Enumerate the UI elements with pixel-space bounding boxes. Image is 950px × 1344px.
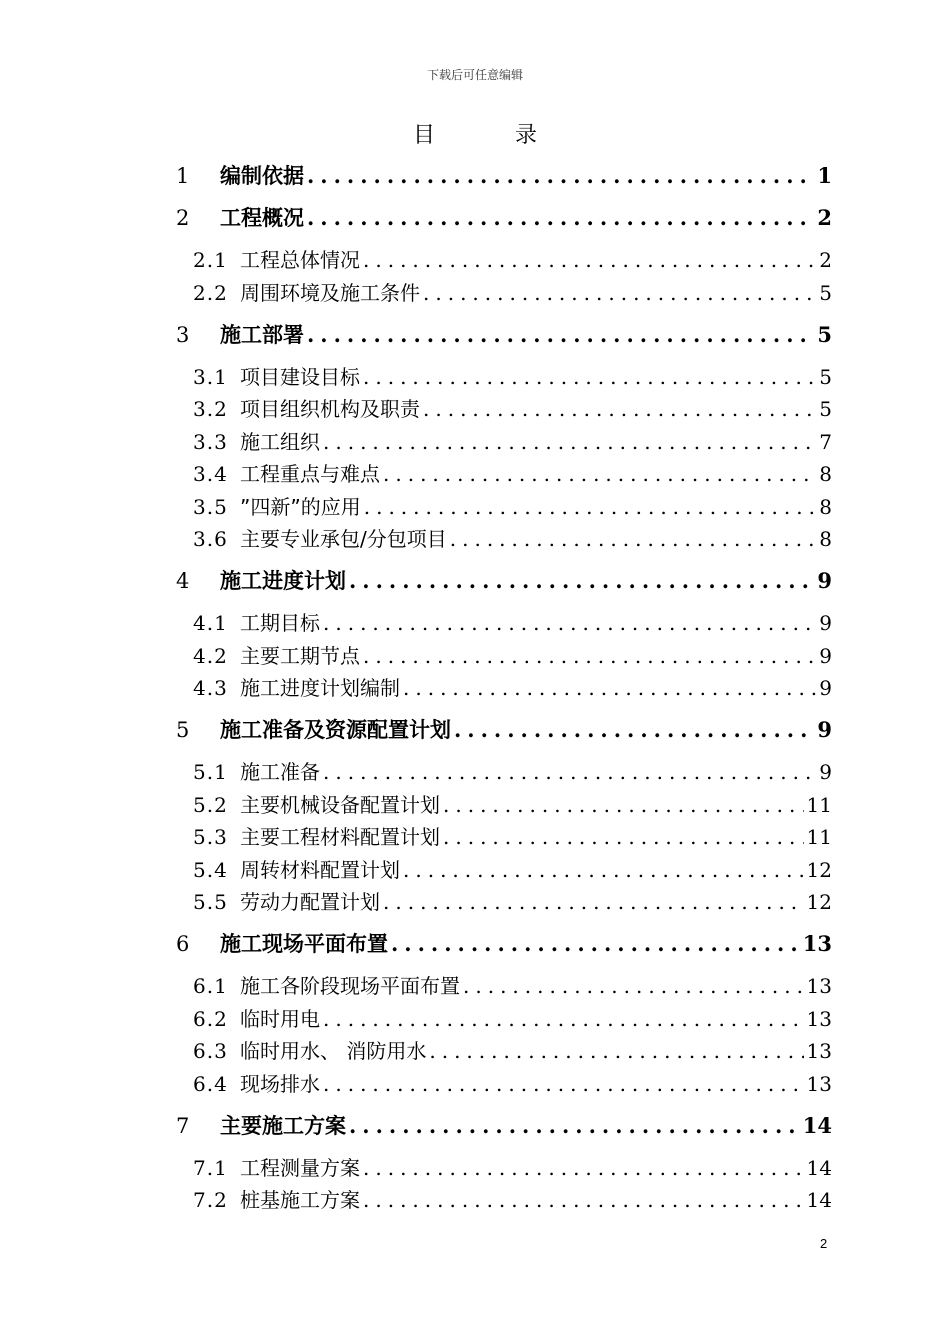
toc-dot-leader [391,931,800,956]
toc-entry-page: 14 [802,1113,832,1138]
toc-entry-number: 3.5 [193,495,228,519]
toc-entry-title: 施工准备 [240,760,320,784]
toc-dot-leader [323,430,816,454]
toc-dot-leader [403,858,804,882]
toc-entry-title: 主要专业承包/分包项目 [240,527,447,551]
toc-dot-leader [323,1072,804,1096]
toc-entry-number: 6.3 [193,1039,228,1063]
toc-entry[interactable] [193,640,832,669]
toc-entry-page: 9 [819,644,832,668]
toc-entry-page: 9 [817,717,832,742]
toc-entry-page: 5 [817,322,832,347]
toc-entry-title: ”四新”的应用 [240,495,361,519]
toc-entry-title: 主要工期节点 [240,644,360,668]
toc-entry-title: 工程重点与难点 [240,462,380,486]
toc-entry-number: 5.4 [193,858,228,882]
toc-entry[interactable] [193,1184,832,1213]
toc-entry-page: 9 [819,611,832,635]
toc-dot-leader [463,974,804,998]
toc-dot-leader [423,397,816,421]
toc-entry[interactable] [193,491,832,520]
toc-entry-title: 施工现场平面布置 [220,932,388,956]
toc-entry-title: 主要机械设备配置计划 [240,793,440,817]
toc-entry-number: 3.6 [193,527,228,551]
toc-dot-leader [403,676,816,700]
toc-entry-page: 13 [806,974,832,998]
toc-entry-page: 5 [819,281,832,305]
toc-entry-title: 施工组织 [240,430,320,454]
toc-entry[interactable] [193,1068,832,1097]
toc-entry-number: 5 [176,718,190,742]
toc-entry[interactable] [193,672,832,701]
toc-entry[interactable] [193,1035,832,1064]
toc-entry-title: 临时用水、 消防用水 [240,1039,427,1063]
toc-entry-number: 4.1 [193,611,228,635]
toc-title-right: 录 [515,123,538,148]
toc-entry-number: 3.4 [193,462,228,486]
toc-entry-page: 13 [806,1039,832,1063]
toc-entry-number: 3 [176,323,190,347]
toc-dot-leader [307,322,814,347]
toc-entry-title: 工程概况 [220,206,304,230]
toc-entry-page: 13 [802,931,832,956]
toc-entry-page: 5 [819,397,832,421]
toc-entry-number: 1 [176,164,190,188]
toc-entry[interactable] [176,1110,832,1140]
toc-entry[interactable] [193,821,832,850]
toc-entry-title: 桩基施工方案 [240,1188,360,1212]
toc-dot-leader [349,568,814,593]
toc-dot-leader [450,527,817,551]
toc-entry-number: 6.2 [193,1007,228,1031]
toc-title [0,118,950,149]
toc-entry[interactable] [193,886,832,915]
toc-dot-leader [429,1039,803,1063]
toc-dot-leader [383,890,804,914]
toc-entry-page: 13 [806,1072,832,1096]
toc-entry-title: 项目组织机构及职责 [240,397,420,421]
toc-entry-number: 5.3 [193,825,228,849]
toc-entry[interactable] [193,970,832,999]
toc-entry-title: 主要施工方案 [220,1114,346,1138]
toc-dot-leader [443,793,804,817]
toc-entry-number: 2 [176,206,190,230]
toc-dot-leader [323,1007,804,1031]
toc-entry-title: 工程测量方案 [240,1156,360,1180]
toc-dot-leader [423,281,816,305]
toc-dot-leader [307,205,814,230]
toc-dot-leader [307,163,814,188]
toc-entry-title: 施工进度计划 [220,569,346,593]
toc-entry-page: 2 [817,205,832,230]
toc-entry-page: 12 [806,858,832,882]
toc-entry-number: 6.4 [193,1072,228,1096]
toc-entry-page: 13 [806,1007,832,1031]
toc-dot-leader [363,1156,804,1180]
toc-dot-leader [363,1188,804,1212]
toc-entry[interactable] [193,1152,832,1181]
toc-entry-page: 8 [819,527,832,551]
toc-entry-page: 14 [806,1188,832,1212]
toc-entry-number: 3.1 [193,365,228,389]
toc-title-left: 目 [412,123,435,148]
toc-entry[interactable] [193,607,832,636]
toc-entry-number: 2.2 [193,281,228,305]
toc-entry-number: 7.2 [193,1188,228,1212]
toc-entry[interactable] [193,458,832,487]
toc-entry-number: 6 [176,932,190,956]
toc-entry-number: 5.1 [193,760,228,784]
toc-entry-page: 11 [806,793,832,817]
toc-dot-leader [454,717,814,742]
toc-entry-title: 周转材料配置计划 [240,858,400,882]
toc-entry-page: 5 [819,365,832,389]
toc-entry-title: 编制依据 [220,164,304,188]
toc-entry-page: 8 [819,462,832,486]
toc-entry[interactable] [176,928,832,958]
toc-entry-title: 现场排水 [240,1072,320,1096]
toc-entry-number: 3.2 [193,397,228,421]
toc-entry-page: 11 [806,825,832,849]
toc-dot-leader [363,248,816,272]
page-number: 2 [820,1236,828,1251]
toc-entry-page: 9 [819,676,832,700]
toc-entry[interactable] [193,361,832,390]
toc-dot-leader [363,365,816,389]
toc-dot-leader [323,611,816,635]
toc-entry-number: 3.3 [193,430,228,454]
toc-dot-leader [364,495,817,519]
toc-entry-title: 工期目标 [240,611,320,635]
toc-entry-page: 7 [819,430,832,454]
toc-entry-title: 施工进度计划编制 [240,676,400,700]
toc-entry[interactable] [176,714,832,744]
toc-dot-leader [383,462,816,486]
toc-entry[interactable] [176,565,832,595]
toc-entry[interactable] [176,319,832,349]
toc-entry-page: 2 [819,248,832,272]
toc-entry-title: 施工各阶段现场平面布置 [240,974,460,998]
toc-entry[interactable] [193,244,832,273]
toc-entry-title: 施工部署 [220,323,304,347]
toc-entry-title: 项目建设目标 [240,365,360,389]
toc-entry[interactable] [193,426,832,455]
toc-entry[interactable] [176,202,832,232]
toc-entry-page: 9 [819,760,832,784]
toc-entry-title: 临时用电 [240,1007,320,1031]
toc-entry-title: 劳动力配置计划 [240,890,380,914]
toc-dot-leader [363,644,816,668]
toc-dot-leader [443,825,804,849]
toc-entry[interactable] [193,789,832,818]
toc-entry[interactable] [193,523,832,552]
toc-entry-page: 12 [806,890,832,914]
toc-entry[interactable] [193,756,832,785]
toc-entry-number: 2.1 [193,248,228,272]
toc-entry[interactable] [193,854,832,883]
toc-entry-number: 4 [176,569,190,593]
page-header-note: 下载后可任意编辑 [426,68,523,82]
toc-dot-leader [323,760,816,784]
toc-dot-leader [349,1113,800,1138]
toc-entry[interactable] [176,160,832,190]
toc-entry[interactable] [193,277,832,306]
toc-entry-number: 5.5 [193,890,228,914]
toc-entry-number: 4.2 [193,644,228,668]
toc-entry[interactable] [193,1003,832,1032]
toc-entry-number: 6.1 [193,974,228,998]
toc-entry-title: 工程总体情况 [240,248,360,272]
toc-entry-page: 14 [806,1156,832,1180]
toc-entry-number: 5.2 [193,793,228,817]
toc-entry[interactable] [193,393,832,422]
toc-entry-page: 1 [817,163,832,188]
toc-entry-page: 9 [817,568,832,593]
toc-entry-page: 8 [819,495,832,519]
toc-entry-title: 周围环境及施工条件 [240,281,420,305]
toc-entry-number: 7.1 [193,1156,228,1180]
toc-entry-number: 4.3 [193,676,228,700]
toc-entry-title: 施工准备及资源配置计划 [220,718,451,742]
toc-entry-number: 7 [176,1114,190,1138]
toc-entry-title: 主要工程材料配置计划 [240,825,440,849]
